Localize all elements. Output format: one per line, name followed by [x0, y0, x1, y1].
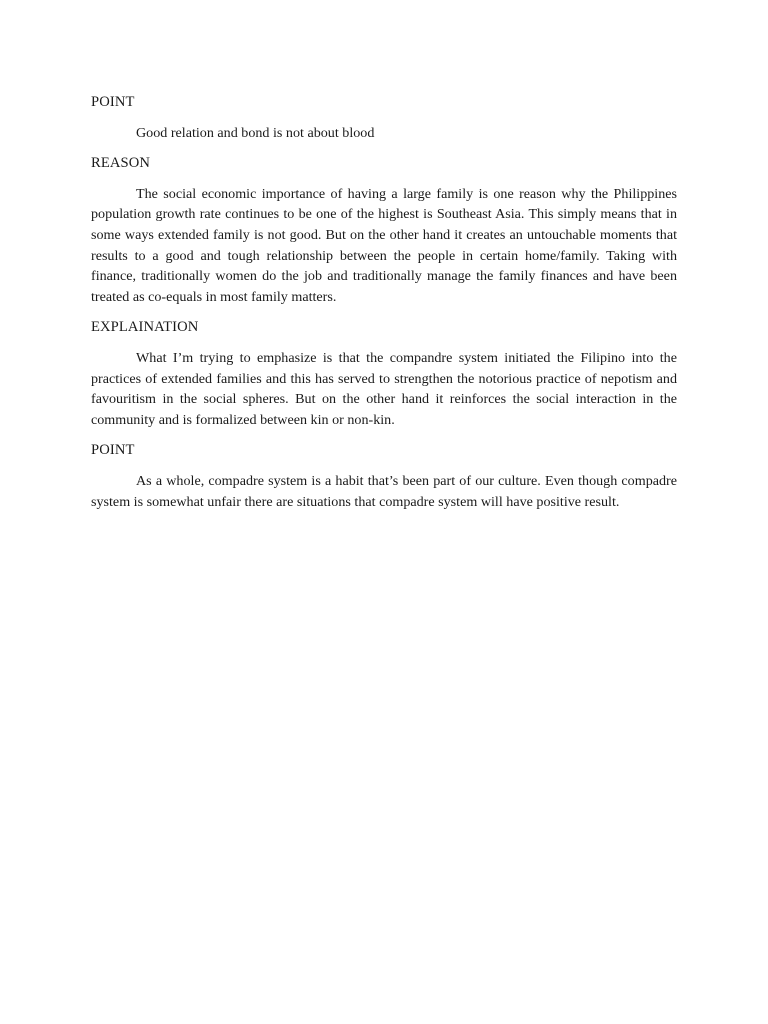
section-paragraph-point: Good relation and bond is not about blood — [136, 124, 375, 141]
section-paragraph-point-conclusion: As a whole, compadre system is a habit that’s been part of our culture. Even though compadre system is somewhat unfair there are situations that compadre system will have positive result. — [91, 472, 677, 510]
section-heading-point: POINT — [91, 94, 135, 110]
section-heading-explaination: EXPLAINATION — [91, 319, 199, 336]
document-body — [91, 92, 677, 522]
section-heading-reason: REASON — [91, 155, 150, 172]
section-heading-point-conclusion: POINT — [91, 442, 135, 459]
section-paragraph-explaination: What I’m trying to emphasize is that the compandre system initiated the Filipino into the practices of extended families and this has served to strengthen the notorious practice of nepotism and favouritism in the social spheres. But on the other hand it reinforces the social interaction in the community and is formalized between kin or non-kin. — [91, 349, 677, 428]
section-paragraph-reason: The social economic importance of having a large family is one reason why the Philippines population growth rate continues to be one of the highest is Southeast Asia. This simply means that in some ways extended family is not good. But on the other hand it creates an untouchable moments that results to a good and tough relationship between the people in certain home/family. Taking with finance, traditionally women do the job and traditionally manage the family finances and have been treated as co-equals in most family matters. — [91, 185, 677, 305]
